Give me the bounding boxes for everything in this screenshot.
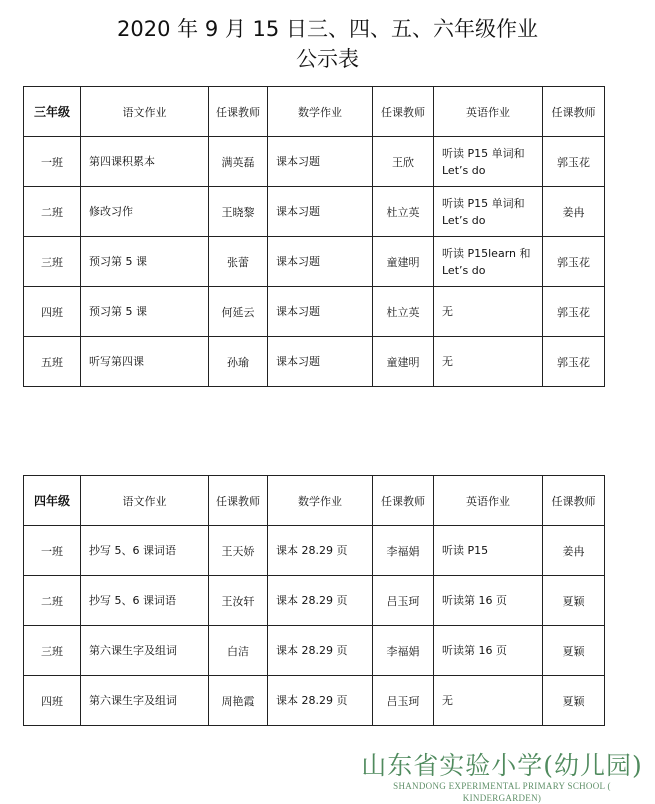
math-homework-cell: 课本 28.29 页: [268, 526, 373, 576]
col-header-math: 数学作业: [268, 87, 373, 137]
chinese-teacher-cell: 王天娇: [209, 526, 268, 576]
chinese-teacher-cell: 孙瑜: [209, 337, 268, 387]
table-row: [24, 337, 605, 387]
english-homework-cell: 听读 P15 单词和 Let’s do: [434, 187, 543, 237]
english-teacher-cell: 夏颖: [543, 626, 605, 676]
table-header-row: [24, 87, 605, 137]
math-teacher-cell: 吕玉珂: [373, 576, 434, 626]
table-row: [24, 676, 605, 726]
col-header-chinese: 语文作业: [81, 476, 209, 526]
math-homework-cell: 课本习题: [268, 287, 373, 337]
col-header-chinese-teacher: 任课教师: [209, 87, 268, 137]
english-teacher-cell: 郭玉花: [543, 287, 605, 337]
chinese-teacher-cell: 满英磊: [209, 137, 268, 187]
table-row: [24, 137, 605, 187]
english-homework-cell: 无: [434, 676, 543, 726]
math-homework-cell: 课本 28.29 页: [268, 576, 373, 626]
col-header-math-teacher: 任课教师: [373, 87, 434, 137]
class-cell: 一班: [24, 137, 81, 187]
class-cell: 四班: [24, 676, 81, 726]
school-logo: [356, 752, 648, 804]
english-homework-cell: 听读 P15: [434, 526, 543, 576]
school-logo-english: SHANDONG EXPERIMENTAL PRIMARY SCHOOL ( KINDERGARDEN): [393, 781, 611, 803]
math-teacher-cell: 童建明: [373, 337, 434, 387]
table-row: [24, 237, 605, 287]
grade4-homework-table: [23, 475, 605, 726]
grade-label: 四年级: [24, 476, 81, 526]
school-logo-chinese: 山东省实验小学(幼儿园): [361, 751, 643, 780]
english-teacher-cell: 郭玉花: [543, 237, 605, 287]
math-teacher-cell: 杜立英: [373, 287, 434, 337]
table-row: [24, 576, 605, 626]
chinese-homework-cell: 预习第 5 课: [81, 237, 209, 287]
chinese-teacher-cell: 王汝轩: [209, 576, 268, 626]
english-teacher-cell: 夏颖: [543, 676, 605, 726]
grade3-homework-table: [23, 86, 605, 387]
chinese-homework-cell: 第六课生字及组词: [81, 676, 209, 726]
math-homework-cell: 课本习题: [268, 337, 373, 387]
title-line-2: 公示表: [296, 47, 359, 71]
class-cell: 二班: [24, 187, 81, 237]
grade-label: 三年级: [24, 87, 81, 137]
title-line-1: 2020 年 9 月 15 日三、四、五、六年级作业: [117, 17, 538, 41]
math-homework-cell: 课本习题: [268, 187, 373, 237]
math-homework-cell: 课本 28.29 页: [268, 626, 373, 676]
col-header-english-teacher: 任课教师: [543, 476, 605, 526]
col-header-math-teacher: 任课教师: [373, 476, 434, 526]
col-header-english: 英语作业: [434, 476, 543, 526]
chinese-homework-cell: 抄写 5、6 课词语: [81, 576, 209, 626]
chinese-homework-cell: 预习第 5 课: [81, 287, 209, 337]
class-cell: 三班: [24, 237, 81, 287]
english-homework-cell: 听读 P15 单词和 Let’s do: [434, 137, 543, 187]
class-cell: 五班: [24, 337, 81, 387]
math-homework-cell: 课本 28.29 页: [268, 676, 373, 726]
math-homework-cell: 课本习题: [268, 137, 373, 187]
english-homework-cell: 无: [434, 287, 543, 337]
math-teacher-cell: 杜立英: [373, 187, 434, 237]
english-teacher-cell: 姜冉: [543, 187, 605, 237]
chinese-teacher-cell: 何延云: [209, 287, 268, 337]
chinese-homework-cell: 听写第四课: [81, 337, 209, 387]
english-homework-cell: 无: [434, 337, 543, 387]
table-row: [24, 187, 605, 237]
page-title: [0, 14, 655, 74]
table-row: [24, 626, 605, 676]
chinese-teacher-cell: 王晓黎: [209, 187, 268, 237]
english-teacher-cell: 郭玉花: [543, 337, 605, 387]
class-cell: 四班: [24, 287, 81, 337]
chinese-homework-cell: 第六课生字及组词: [81, 626, 209, 676]
chinese-homework-cell: 第四课积累本: [81, 137, 209, 187]
grade3-table-body: [24, 87, 605, 387]
math-teacher-cell: 吕玉珂: [373, 676, 434, 726]
table-header-row: [24, 476, 605, 526]
chinese-teacher-cell: 周艳霞: [209, 676, 268, 726]
col-header-chinese: 语文作业: [81, 87, 209, 137]
math-teacher-cell: 李福娟: [373, 526, 434, 576]
chinese-homework-cell: 抄写 5、6 课词语: [81, 526, 209, 576]
grade4-table-body: [24, 476, 605, 726]
col-header-math: 数学作业: [268, 476, 373, 526]
chinese-teacher-cell: 张蕾: [209, 237, 268, 287]
english-teacher-cell: 郭玉花: [543, 137, 605, 187]
english-homework-cell: 听读第 16 页: [434, 626, 543, 676]
class-cell: 三班: [24, 626, 81, 676]
col-header-english: 英语作业: [434, 87, 543, 137]
english-teacher-cell: 姜冉: [543, 526, 605, 576]
math-homework-cell: 课本习题: [268, 237, 373, 287]
table-row: [24, 287, 605, 337]
math-teacher-cell: 李福娟: [373, 626, 434, 676]
class-cell: 二班: [24, 576, 81, 626]
col-header-chinese-teacher: 任课教师: [209, 476, 268, 526]
english-teacher-cell: 夏颖: [543, 576, 605, 626]
chinese-teacher-cell: 白洁: [209, 626, 268, 676]
class-cell: 一班: [24, 526, 81, 576]
col-header-english-teacher: 任课教师: [543, 87, 605, 137]
english-homework-cell: 听读第 16 页: [434, 576, 543, 626]
math-teacher-cell: 童建明: [373, 237, 434, 287]
math-teacher-cell: 王欣: [373, 137, 434, 187]
english-homework-cell: 听读 P15learn 和 Let’s do: [434, 237, 543, 287]
chinese-homework-cell: 修改习作: [81, 187, 209, 237]
table-row: [24, 526, 605, 576]
